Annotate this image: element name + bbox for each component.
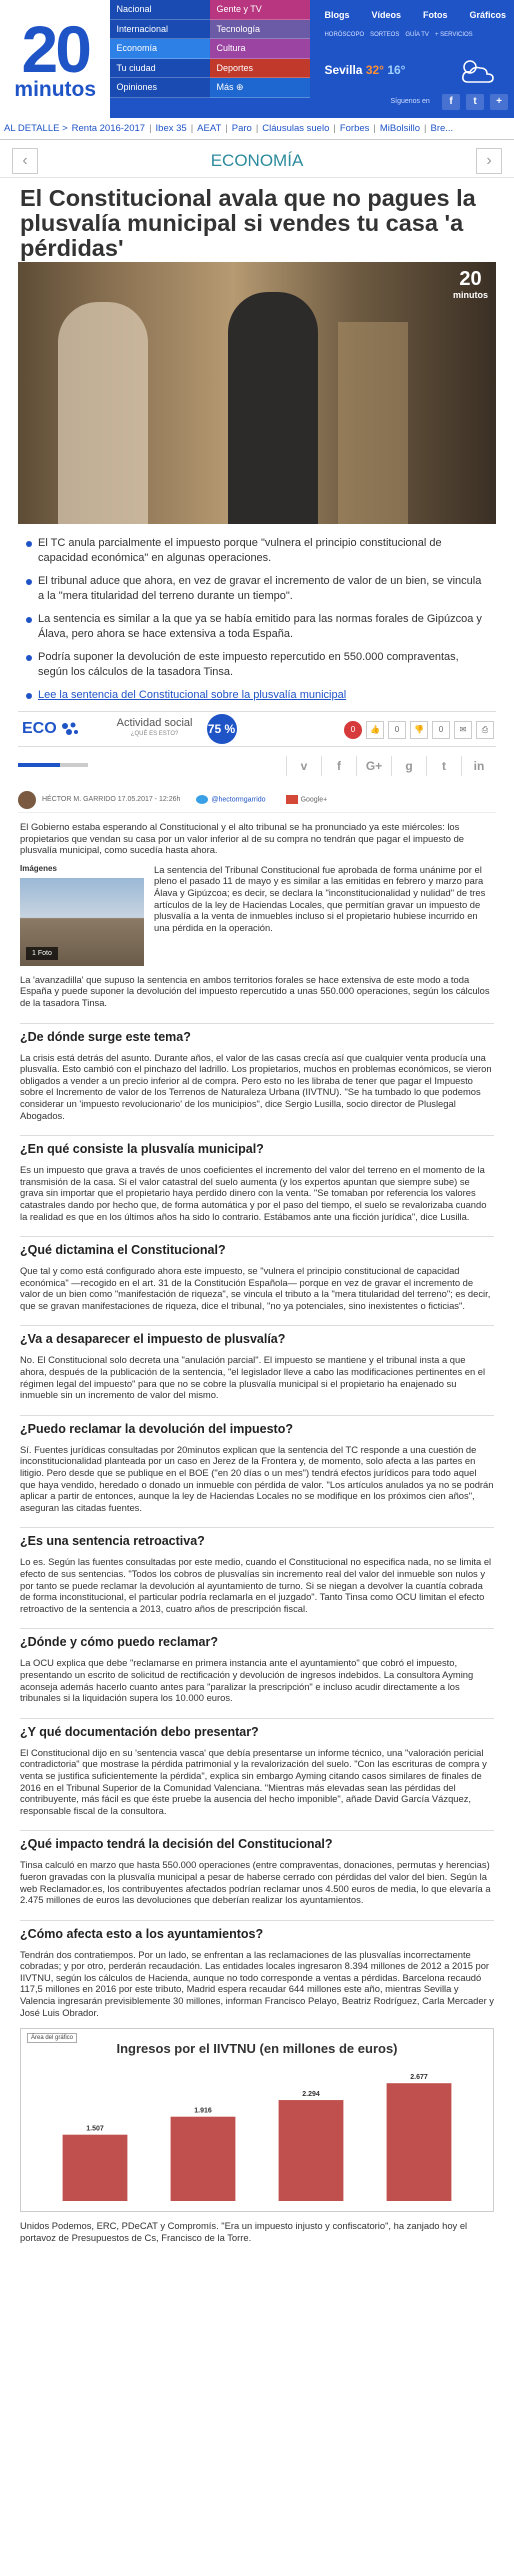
chart-bar-2015 xyxy=(387,2083,452,2201)
ticker-sep: | xyxy=(373,123,376,134)
body-paragraph: La crisis está detrás del asunto. Durante años, el valor de las casas crecía así que cualquier venta producía una plusvalía. Esto cambió con el pinchazo del ladrillo. Los propietarios, muchos en problemas económicos, se vieron obligados a vender a un precio inferior al de compra. Pero esto no les libraba de tener que pagar el Impuesto sobre el Incremento de valor de los Terrenos de Naturaleza Urbana (IIVTNU). "Se ha tumbado lo que podemos considerar un 'impuesto revolucionario' de los municipios", dice Sergio Lusilla, socio director de Pluslegal Abogados. xyxy=(20,1051,492,1121)
like-icon[interactable]: 👍 xyxy=(366,721,384,739)
question-heading: ¿Qué dictamina el Constitucional? xyxy=(20,1236,494,1257)
chart-title: Ingresos por el IIVTNU (en millones de euros) xyxy=(116,2041,398,2057)
question-heading: ¿Puedo reclamar la devolución del impuesto? xyxy=(20,1415,494,1436)
article-title: El Constitucional avala que no pagues la plusvalía municipal si vendes tu casa 'a pérdidas' xyxy=(20,185,476,261)
ticker-sep: | xyxy=(149,123,152,134)
foto-count: 1 Foto xyxy=(26,947,58,960)
section-nav xyxy=(110,0,310,118)
nav-deportes[interactable]: Deportes xyxy=(210,59,310,79)
watermark-number: 20 xyxy=(459,268,482,290)
section-label[interactable]: ECONOMÍA xyxy=(210,150,304,170)
photo-figure xyxy=(58,302,148,524)
body-paragraph: La sentencia del Tribunal Constitucional fue aprobada de forma unánime por el pleno el pasado 11 de mayo y es similar a las emitidas en febrero y marzo para Álava y Gipúzcoa; es decir, se declara la "inconstitucionalidad y nulidad" de tres artículos de la ley de Haciendas Locales, que permitían gravar un impuesto de plusvalía a la venta de inmuebles incluso si el propietario hubiese incurrido en una pérdida en la operación. xyxy=(154,863,486,933)
body-paragraph: El Gobierno estaba esperando al Constitucional y el alto tribunal se ha pronunciado ya este miércoles: los propietarios que vendan su casa por un valor inferior al de su compra no tendrán que pagar el impuesto de plusvalía municipal, como sucedía hasta ahora. xyxy=(20,821,465,856)
chart-plot xyxy=(21,2029,493,2211)
top-links xyxy=(310,0,514,20)
meneame-share-icon[interactable]: g xyxy=(391,756,426,776)
chart-value-label: 1.916 xyxy=(194,2107,212,2115)
link-horoscopo[interactable]: HORÓSCOPO xyxy=(324,32,365,38)
link-graficos[interactable]: Gráficos xyxy=(469,10,506,20)
summary-bullets xyxy=(0,524,514,703)
link-guia-tv[interactable]: GUÍA TV xyxy=(405,32,429,38)
activity-percent: 75 % xyxy=(207,714,237,744)
email-icon[interactable]: ✉ xyxy=(454,721,472,739)
watermark-word: minutos xyxy=(453,290,488,300)
question-heading: ¿Dónde y cómo puedo reclamar? xyxy=(20,1628,494,1649)
eco-dots-icon xyxy=(61,722,79,736)
site-header xyxy=(0,0,514,118)
activity-label: Actividad social xyxy=(116,717,193,729)
cloud-sun-icon xyxy=(458,58,498,84)
body-paragraph: Tendrán dos contratiempos. Por un lado, se enfrentan a las reclamaciones de las plusvalías incorrectamente cobradas; y por otro, perderán recaudación. Las entidades locales ingresaron 8.394 millones de 2012 a 2015 por IIVTNU, según los cálculos de Hacienda, aunque no todo corresponde a ventas a pérdidas. Barcelona recaudó 117,5 millones en 2016 por este tributo, Madrid espera recaudar 644 millones este año, mientras Sevilla y Valencia ingresarán previsiblemente 30 millones, informan Francisco Pelayo, Beatriz Rodríguez, Carla Mercader y José Luis Obrador. xyxy=(20,1948,494,2018)
gallery-thumbnail[interactable] xyxy=(20,878,144,966)
body-paragraph: Es un impuesto que grava a través de unos coeficientes el incremento del valor del terreno en el momento de la transmisión de la casa. Si el valor catastral del suelo aumenta (y los expertos apuntan que siempre sube) se grava sin importar que el propietario haya perdido dinero con la venta. "Se tomaban por referencia los valores catastrales dando por hecho que, de forma automática y por el paso del tiempo, el suelo se revalorizaba cuando la realidad es que en los últimos años ha sido lo contrario. Estábamos ante una ficción jurídica", dice Lusilla. xyxy=(20,1164,487,1222)
inline-gallery-block xyxy=(20,864,514,966)
eco-bar xyxy=(18,711,496,747)
eco-label: ECO xyxy=(22,720,57,737)
iivtnu-revenue-chart xyxy=(20,2028,494,2212)
share-icons xyxy=(286,756,496,776)
ticker-sep: | xyxy=(424,123,427,134)
ticker-sep: | xyxy=(225,123,228,134)
share-v-icon[interactable]: v xyxy=(286,756,321,776)
reactions xyxy=(344,721,494,739)
comments-count[interactable]: 0 xyxy=(344,721,362,739)
activity-sub: ¿QUÉ ES ESTO? xyxy=(130,731,179,737)
gallery-label: Imágenes xyxy=(20,863,57,873)
summary-bullet-link-item xyxy=(38,688,490,703)
dislike-count: 0 xyxy=(432,721,450,739)
sentencia-link[interactable]: Lee la sentencia del Constitucional sobre la plusvalía municipal xyxy=(38,689,347,701)
chart-area-label: Área del gráfico xyxy=(27,2033,77,2043)
facebook-icon[interactable]: f xyxy=(442,94,460,110)
link-blogs[interactable]: Blogs xyxy=(324,10,350,20)
nav-gente-tv[interactable]: Gente y TV xyxy=(210,0,310,20)
body-paragraph: La 'avanzadilla' que supuso la sentencia en ambos territorios forales se hace extensiva de este modo a toda España y puede suponer la devolución del impuesto repercutido a unas 550.000 operaciones, según los cálculos de la tasadora Tinsa. xyxy=(20,973,490,1008)
body-paragraph: Que tal y como está configurado ahora este impuesto, se "vulnera el principio constitucional de capacidad económica" —recogido en el art. 31 de la Constitución Española— porque en vez de gravar el incremento de valor de un bien como "manifestación de riqueza", se vincula el tributo a la "mera titularidad del terreno"; es decir, que se gravan manifestaciones de riqueza, dice el tribunal, "no ya potenciales, sino inexistentes o ficticias". xyxy=(20,1265,491,1311)
link-fotos[interactable]: Fotos xyxy=(422,10,448,20)
gplus-label: Google+ xyxy=(300,796,328,804)
facebook-share-icon[interactable]: f xyxy=(321,756,356,776)
print-icon[interactable]: ⎙ xyxy=(476,721,494,739)
question-heading: ¿Qué impacto tendrá la decisión del Constitucional? xyxy=(20,1830,494,1851)
body-paragraph: El Constitucional dijo en su 'sentencia vasca' que debía presentarse un informe técnico, una "valoración pericial contradictoria" que mostrase la pérdida patrimonial y la revalorización del suelo. "Con las escrituras de compra y venta se justifica suficientemente la pérdida", explica sin embargo Ayming citando casos similares de finales de 2016 en el Tribunal Superior de la Comunidad Valenciana. "Mientras más elevadas sean las pérdidas del contribuyente, más fácil es que éste pruebe la ausencia del hecho imponible", añade David García Vázquez, responsable fiscal de la consultora. xyxy=(20,1746,487,1816)
ticker-item[interactable]: Cláusulas suelo xyxy=(262,123,330,134)
logo-number: 20 xyxy=(21,12,89,86)
chart-bar-2013 xyxy=(171,2117,236,2201)
google-plus-icon[interactable]: + xyxy=(490,94,508,110)
logo-word: minutos xyxy=(14,78,97,101)
body-paragraph: La OCU explica que debe "reclamarse en primera instancia ante el ayuntamiento" que cobró el impuesto, presentando un escrito de solicitud de rectificación y devolución de ingresos indebidos. La consultora Ayming aconseja además hacerlo cuanto antes para "paralizar la prescripción" e incluso acudir directamente a los tribunales si la liquidación supera los 10.000 euros. xyxy=(20,1657,474,1704)
tuenti-share-icon[interactable]: t xyxy=(426,756,461,776)
nav-nacional[interactable]: Nacional xyxy=(110,0,210,20)
nav-economia[interactable]: Economía xyxy=(110,39,210,59)
ticker-sep: | xyxy=(255,123,259,134)
sub-links xyxy=(310,20,514,38)
header-right xyxy=(310,0,514,118)
ticker-item[interactable]: Forbes xyxy=(339,123,370,134)
linkedin-share-icon[interactable]: in xyxy=(461,756,496,776)
chart-value-label: 2.294 xyxy=(302,2091,320,2099)
social-links xyxy=(442,94,508,110)
weather-city[interactable] xyxy=(324,63,405,77)
question-heading: ¿Y qué documentación debo presentar? xyxy=(20,1718,494,1739)
author-date: HÉCTOR M. GARRIDO 17.05.2017 - 12:26h xyxy=(42,796,181,803)
follow-label: Síguenos en xyxy=(390,98,430,105)
gallery-widget[interactable] xyxy=(20,864,144,966)
ticker-item[interactable]: MiBolsillo xyxy=(379,123,421,134)
chart-bar-2012 xyxy=(63,2135,128,2201)
body-paragraph: Unidos Podemos, ERC, PDeCAT y Compromís. "Era un impuesto injusto y confiscatorio", ha zanjado hoy el portavoz de Presupuestos de Cs, Francisco de la Torre. xyxy=(20,2220,468,2243)
question-heading: ¿Va a desaparecer el impuesto de plusvalía? xyxy=(20,1325,494,1346)
body-paragraph: Sí. Fuentes jurídicas consultadas por 20minutos explican que la sentencia del TC responde a una cuestión de inconstitucionalidad planteada por un caso en Jerez de la Frontera y, de momento, solo afecta a las partes en litigio. Pero desde que se publique en el BOE ("en 20 días o un mes") tendrá efectos jurídicos para todo aquel que haya vendido, heredado o donado un inmueble con pérdida de valor. "Los artículos anulados ya no se podrán aplicar a partir de entonces, aunque la ley de Haciendas Locales no se modifique en los próximos cien años", aseguran las citadas fuentes. xyxy=(20,1443,494,1513)
temp-low: 16° xyxy=(387,63,406,77)
city-name: Sevilla xyxy=(324,63,363,77)
ticker-item[interactable]: AL DETALLE > xyxy=(4,123,68,134)
summary-bullet: El tribunal aduce que ahora, en vez de gravar el incremento de valor de un bien, se vincula a la "mera titularidad del terreno durante un tiempo". xyxy=(38,574,490,604)
chart-bar-2014 xyxy=(279,2100,344,2201)
reading-progress xyxy=(18,763,88,767)
body-paragraph: Lo es. Según las fuentes consultadas por este medio, cuando el Constitucional no especifica nada, no se limita el efecto de sus sentencias. "Todos los cobros de plusvalías sin incremento real del valor del inmueble son nulos y por tanto se puede reclamar la devolución al ayuntamiento de turno. Si se niegan a devolver la cuantía cobrada de forma inconstitucional, el particular podría reclamarla en el juzgado". Tanto Tinsa como OCU limitan el efecto retroactivo de la sentencia a 2013, cuatro años de prescripción fiscal. xyxy=(20,1556,492,1614)
author-twitter[interactable] xyxy=(196,795,265,804)
question-heading: ¿En qué consiste la plusvalía municipal? xyxy=(20,1135,494,1156)
question-heading: ¿De dónde surge este tema? xyxy=(20,1023,494,1044)
nav-tu-ciudad[interactable]: Tu ciudad xyxy=(110,59,210,79)
nav-opiniones[interactable]: Opiniones xyxy=(110,78,210,98)
link-videos[interactable]: Vídeos xyxy=(371,10,401,20)
ticker-item[interactable]: AEAT xyxy=(197,123,222,134)
social-activity[interactable] xyxy=(117,718,193,740)
ticker-sep: | xyxy=(333,123,336,134)
topics-ticker xyxy=(0,118,514,140)
article-main-photo[interactable] xyxy=(18,262,496,524)
chart-value-label: 2.677 xyxy=(410,2074,428,2082)
ticker-item[interactable]: Ibex 35 xyxy=(155,123,187,134)
google-plus-share-icon[interactable]: G+ xyxy=(356,756,391,776)
google-plus-icon xyxy=(286,795,298,804)
body-paragraph: No. El Constitucional solo decreta una "anulación parcial". El impuesto se mantiene y el tribunal insta a que ahora, después de la publicación de la sentencia, "el legislador lleve a cabo las modificaciones pertinentes en el régimen legal del impuesto" para que no se cobre la plusvalía municipal si el propietario ha enajenado su inmueble sin un incremento de valor del mismo. xyxy=(20,1354,486,1401)
nav-cultura[interactable]: Cultura xyxy=(210,39,310,59)
question-heading: ¿Cómo afecta esto a los ayuntamientos? xyxy=(20,1920,494,1941)
link-sorteos[interactable]: SORTEOS xyxy=(370,32,400,38)
prev-article-button[interactable]: ‹ xyxy=(12,148,38,174)
photo-figure xyxy=(338,322,408,524)
nav-tecnologia[interactable]: Tecnología xyxy=(210,20,310,40)
chart-value-label: 1.507 xyxy=(86,2125,104,2133)
share-bar xyxy=(18,753,496,779)
ticker-item[interactable]: Paro xyxy=(231,123,252,134)
section-header xyxy=(0,144,514,178)
body-paragraph: Tinsa calculó en marzo que hasta 550.000 operaciones (entre compraventas, donaciones, permutas y herencias) fueron gravadas con la plusvalía municipal a pesar de haberse cerrado con pérdidas del valor del bien. Según la web Reclamador.es, los contribuyentes afectados podrían reclamar unos 4.500 euros de media, lo que elevaría a 2.475 millones de euros las devoluciones que deberían realizar los ayuntamientos. xyxy=(20,1859,491,1906)
reading-progress-fill xyxy=(18,763,60,767)
link-servicios[interactable]: + SERVICIOS xyxy=(434,32,473,38)
summary-bullet: El TC anula parcialmente el impuesto porque "vulnera el principio constitucional de capacidad económica" en algunas operaciones. xyxy=(38,536,490,566)
next-article-button[interactable]: › xyxy=(476,148,502,174)
photo-watermark xyxy=(453,270,488,302)
nav-internacional[interactable]: Internacional xyxy=(110,20,210,40)
twitter-icon xyxy=(196,795,208,804)
site-logo[interactable] xyxy=(0,0,110,118)
dislike-icon[interactable]: 👎 xyxy=(410,721,428,739)
photo-figure xyxy=(228,292,318,524)
ticker-item[interactable]: Bre... xyxy=(430,123,454,134)
summary-bullet: La sentencia es similar a la que ya se había emitido para las normas forales de Gipúzcoa y Álava, pero ahora se hace extensiva a toda España. xyxy=(38,612,490,642)
like-count: 0 xyxy=(388,721,406,739)
question-heading: ¿Es una sentencia retroactiva? xyxy=(20,1527,494,1548)
twitter-handle: @hectormgarrido xyxy=(211,796,266,804)
ticker-sep: | xyxy=(190,123,194,134)
summary-bullet: Podría suponer la devolución de este impuesto repercutido en 550.000 compraventas, según los cálculos de la tasadora Tinsa. xyxy=(38,650,490,680)
nav-mas[interactable]: Más ⊕ xyxy=(210,78,310,98)
twitter-icon[interactable]: t xyxy=(466,94,484,110)
author-avatar xyxy=(18,791,36,809)
ticker-item[interactable]: Renta 2016-2017 xyxy=(71,123,146,134)
author-gplus[interactable] xyxy=(286,795,328,804)
temp-high: 32° xyxy=(365,63,384,77)
byline xyxy=(18,791,496,813)
